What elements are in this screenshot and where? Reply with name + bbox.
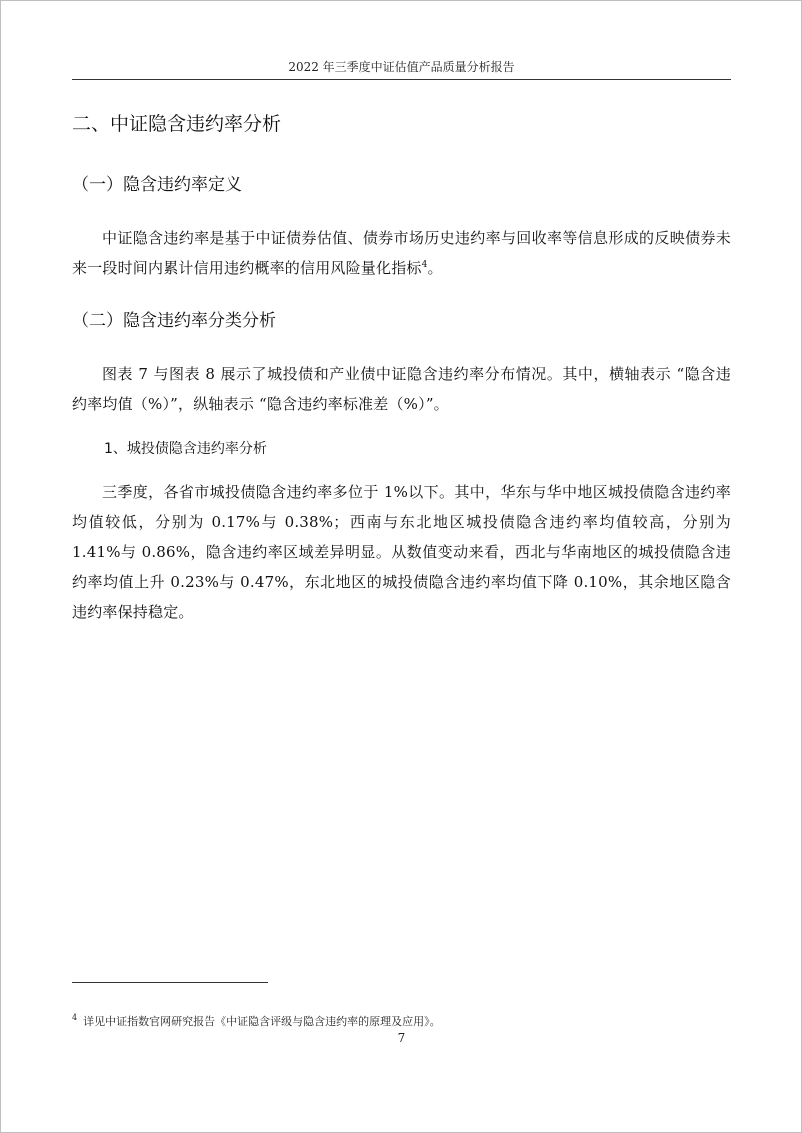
section-heading: 二、中证隐含违约率分析: [72, 113, 282, 135]
page-number: 7: [397, 1031, 406, 1045]
subsection-heading-classification: （二）隐含违约率分类分析: [72, 311, 276, 331]
definition-text: 中证隐含违约率是基于中证债券估值、债券市场历史违约率与回收率等信息形成的反映债券未来一段时间内累计信用违约概率的信用风险量化指标: [72, 229, 731, 277]
running-header: 2022 年三季度中证估值产品质量分析报告: [288, 60, 515, 74]
footnote: [72, 1014, 731, 1030]
footnote-reference[interactable]: 4: [421, 260, 428, 270]
definition-paragraph: [72, 223, 731, 283]
footnote-text: 详见中证指数官网研究报告《中证隐含评级与隐含违约率的原理及应用》。: [83, 1015, 441, 1028]
footnote-rule: [72, 982, 268, 983]
classification-paragraph: 图表 7 与图表 8 展示了城投债和产业债中证隐含违约率分布情况。其中，横轴表示 “隐含违约率均值（%）”，纵轴表示 “隐含违约率标准差（%）”。: [72, 365, 731, 413]
subsection-heading-definition: （一）隐含违约率定义: [72, 175, 242, 195]
header-rule: [72, 79, 731, 80]
definition-end: 。: [427, 259, 443, 277]
footnote-mark: 4: [72, 1013, 78, 1023]
urban-bonds-paragraph: 三季度，各省市城投债隐含违约率多位于 1%以下。其中，华东与华中地区城投债隐含违约率均值较低，分别为 0.17%与 0.38%；西南与东北地区城投债隐含违约率均值较高，分别为 1.41%与 0.86%，隐含违约率区域差异明显。从数值变动来看，西北与华南地区的城投债隐含违约率均值上升 0.23%与 0.47%，东北地区的城投债隐含违约率均值下降 0.10%，其余地区隐含违约率保持稳定。: [72, 483, 731, 621]
subitem-heading-urban-bonds: 1、城投债隐含违约率分析: [104, 441, 267, 457]
